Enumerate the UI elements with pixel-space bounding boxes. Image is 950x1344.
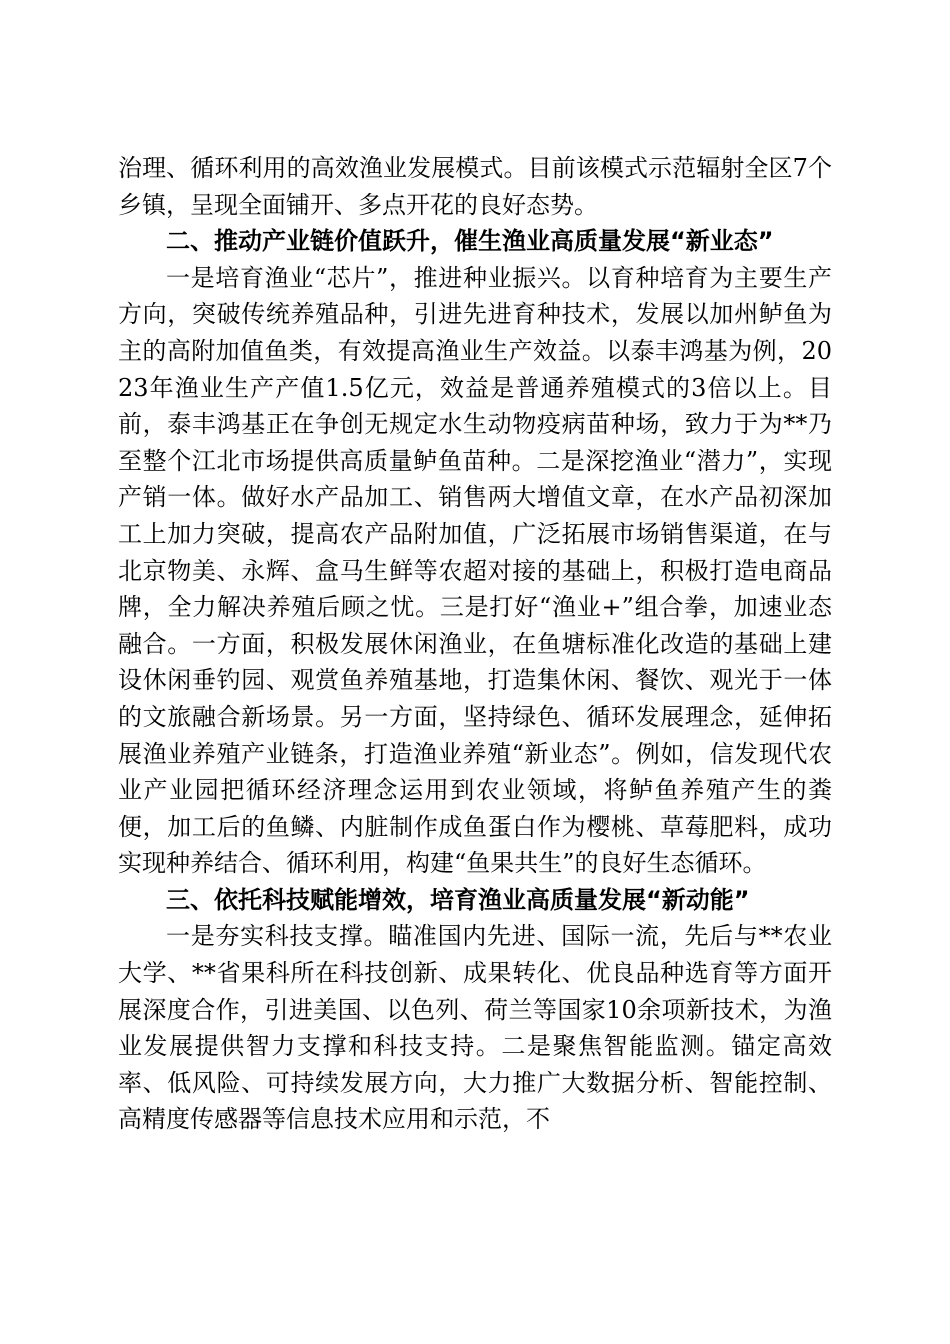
paragraph-section-2: 一是培育渔业“芯片”，推进种业振兴。以育种培育为主要生产方向，突破传统养殖品种，引进先进育种技术，发展以加州鲈鱼为主的高附加值鱼类，有效提高渔业生产效益。以泰丰鸿基为例，2023年渔业生产产值1.5亿元，效益是普通养殖模式的3倍以上。目前，泰丰鸿基正在争创无规定水生动物疫病苗种场，致力于为**乃至整个江北市场提供高质量鲈鱼苗种。二是深挖渔业“潜力”，实现产销一体。做好水产品加工、销售两大增值文章，在水产品初深加工上加力突破，提高农产品附加值，广泛拓展市场销售渠道，在与北京物美、永辉、盒马生鲜等农超对接的基础上，积极打造电商品牌，全力解决养殖后顾之忧。三是打好“渔业+”组合拳，加速业态融合。一方面，积极发展休闲渔业，在鱼塘标准化改造的基础上建设休闲垂钓园、观赏鱼养殖基地，打造集休闲、餐饮、观光于一体的文旅融合新场景。另一方面，坚持绿色、循环发展理念，延伸拓展渔业养殖产业链条，打造渔业养殖“新业态”。例如，信发现代农业产业园把循环经济理念运用到农业领域，将鲈鱼养殖产生的粪便，加工后的鱼鳞、内脏制作成鱼蛋白作为樱桃、草莓肥料，成功实现种养结合、循环利用，构建“鱼果共生”的良好生态循环。 [118,263,832,878]
paragraph-section-3: 一是夯实科技支撑。瞄准国内先进、国际一流，先后与**农业大学、**省果科所在科技创新、成果转化、优良品种选育等方面开展深度合作，引进美国、以色列、荷兰等国家10余项新技术，为渔业发展提供智力支撑和科技支持。二是聚焦智能监测。锚定高效率、低风险、可持续发展方向，大力推广大数据分析、智能控制、高精度传感器等信息技术应用和示范，不 [118,922,832,1134]
paragraph-continuation: 治理、循环利用的高效渔业发展模式。目前该模式示范辐射全区7个乡镇，呈现全面铺开、多点开花的良好态势。 [118,154,832,219]
section-heading-3: 三、依托科技赋能增效，培育渔业高质量发展“新动能” [166,885,750,914]
document-page [118,150,832,1138]
section-heading-2: 二、推动产业链价值跃升，催生渔业高质量发展“新业态” [166,227,774,256]
